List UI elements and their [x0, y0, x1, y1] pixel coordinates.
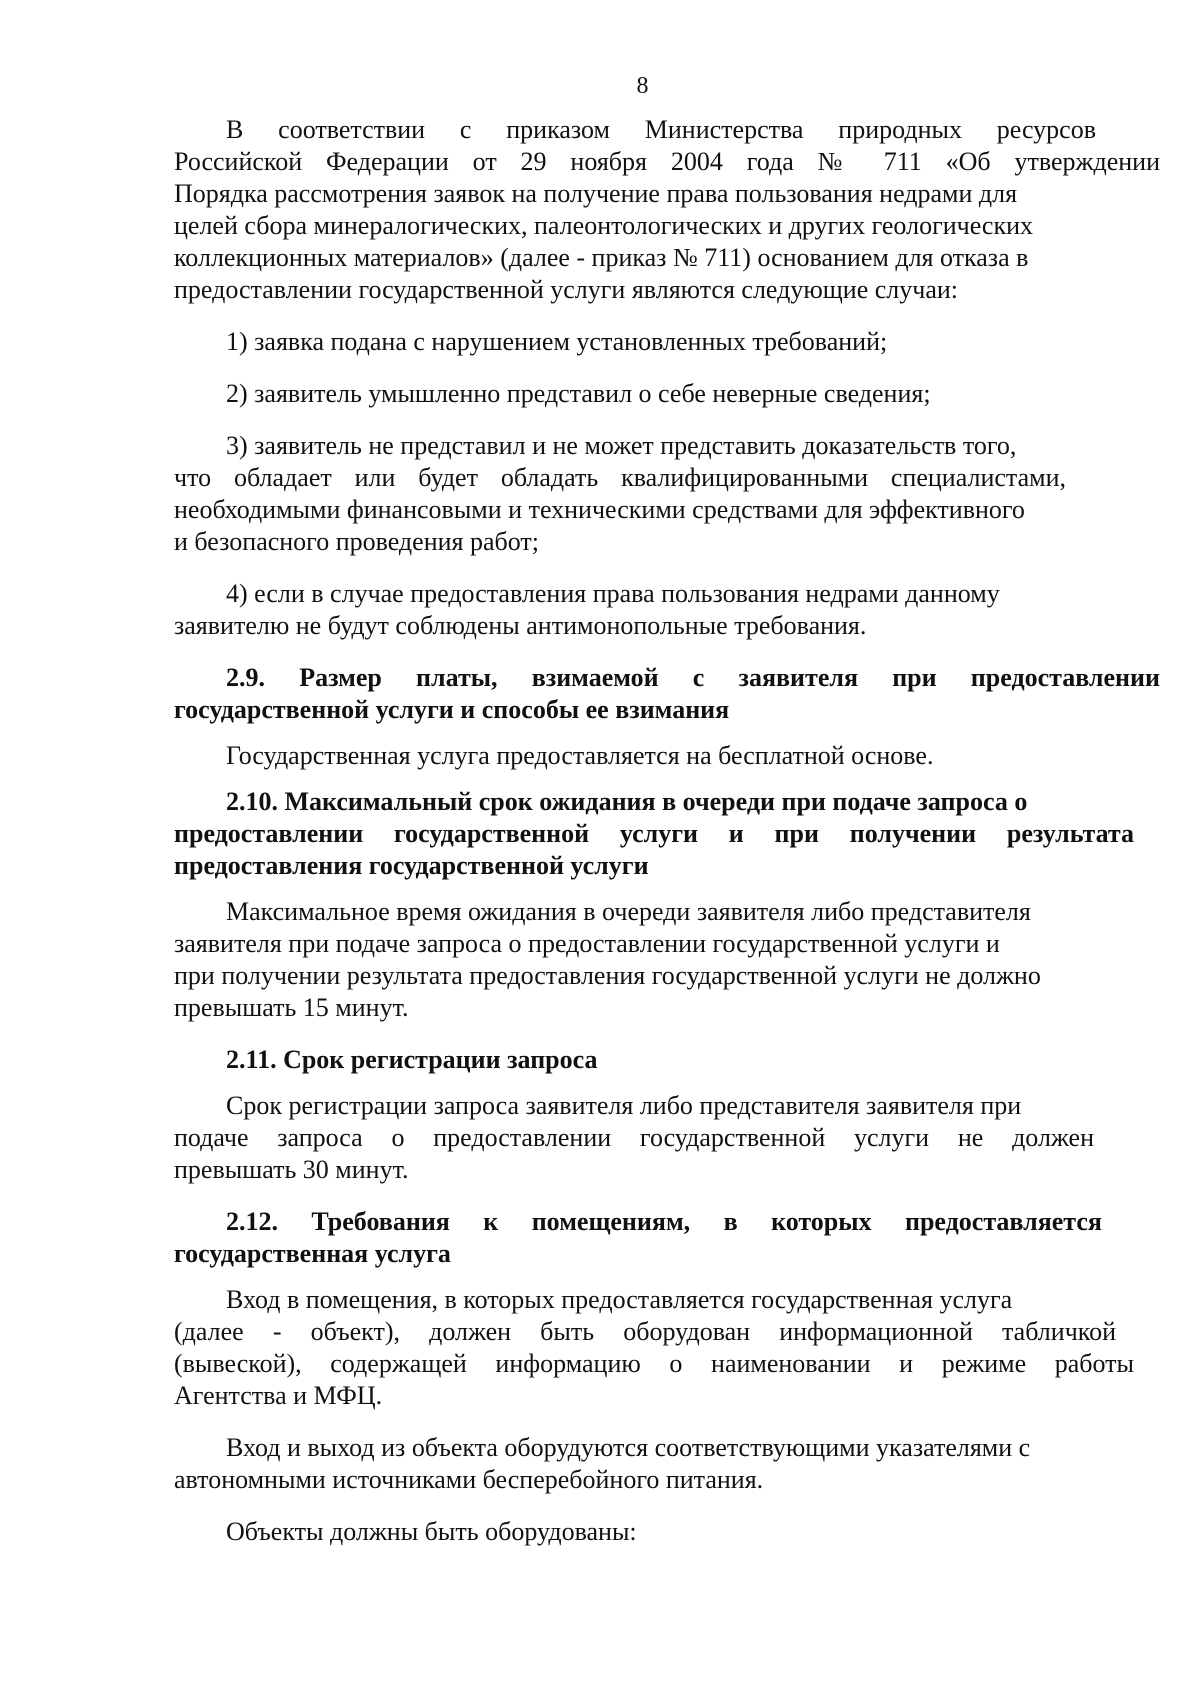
- list-item-3: 3) заявитель не представил и не может представить доказательств того, что обладает или будет обладать квалифицированными специалистами, необходимыми финансовыми и техническими средствами для эффективного и безопасного проведения работ;: [174, 431, 1066, 556]
- section-heading-2-11: 2.11. Срок регистрации запроса: [226, 1045, 598, 1074]
- document-body: [174, 114, 1160, 1548]
- paragraph-2-12-entrance: Вход в помещения, в которых предоставляется государственная услуга (далее - объект), должен быть оборудован информационной табличкой (вывеской), содержащей информацию о наименовании и режиме работы Агентства и МФЦ.: [174, 1285, 1134, 1410]
- page-number: 8: [636, 73, 649, 99]
- paragraph-grounds-for-refusal: В соответствии с приказом Министерства природных ресурсов Российской Федерации от 29 ноября 2004 года № 711 «Об утверждении Порядка рассмотрения заявок на получение права пользования недрами для целей сбора минералогических, палеонтологических и других геологических коллекционных материалов» (далее - приказ № 711) основанием для отказа в предоставлении государственной услуги являются следующие случаи:: [174, 115, 1160, 304]
- paragraph-2-9: Государственная услуга предоставляется на бесплатной основе.: [226, 741, 934, 770]
- list-item-1: 1) заявка подана с нарушением установленных требований;: [226, 327, 888, 356]
- paragraph-2-10: Максимальное время ожидания в очереди заявителя либо представителя заявителя при подаче запроса о предоставлении государственной услуги и при получении результата предоставления государственной услуги не должно превышать 15 минут.: [174, 897, 1041, 1022]
- paragraph-2-12-equipment: Объекты должны быть оборудованы:: [226, 1517, 637, 1546]
- list-item-4: 4) если в случае предоставления права пользования недрами данному заявителю не будут соблюдены антимонопольные требования.: [174, 579, 1000, 640]
- section-heading-2-12: 2.12. Требования к помещениям, в которых предоставляется государственная услуга: [174, 1207, 1102, 1268]
- list-item-2: 2) заявитель умышленно представил о себе неверные сведения;: [226, 379, 931, 408]
- section-heading-2-10: 2.10. Максимальный срок ожидания в очереди при подаче запроса о предоставлении государственной услуги и при получении результата предоставления государственной услуги: [174, 787, 1134, 880]
- paragraph-2-11: Срок регистрации запроса заявителя либо представителя заявителя при подаче запроса о предоставлении государственной услуги не должен превышать 30 минут.: [174, 1091, 1094, 1184]
- section-heading-2-9: 2.9. Размер платы, взимаемой с заявителя при предоставлении государственной услуги и способы ее взимания: [174, 663, 1160, 724]
- paragraph-2-12-exit: Вход и выход из объекта оборудуются соответствующими указателями с автономными источниками бесперебойного питания.: [174, 1433, 1031, 1494]
